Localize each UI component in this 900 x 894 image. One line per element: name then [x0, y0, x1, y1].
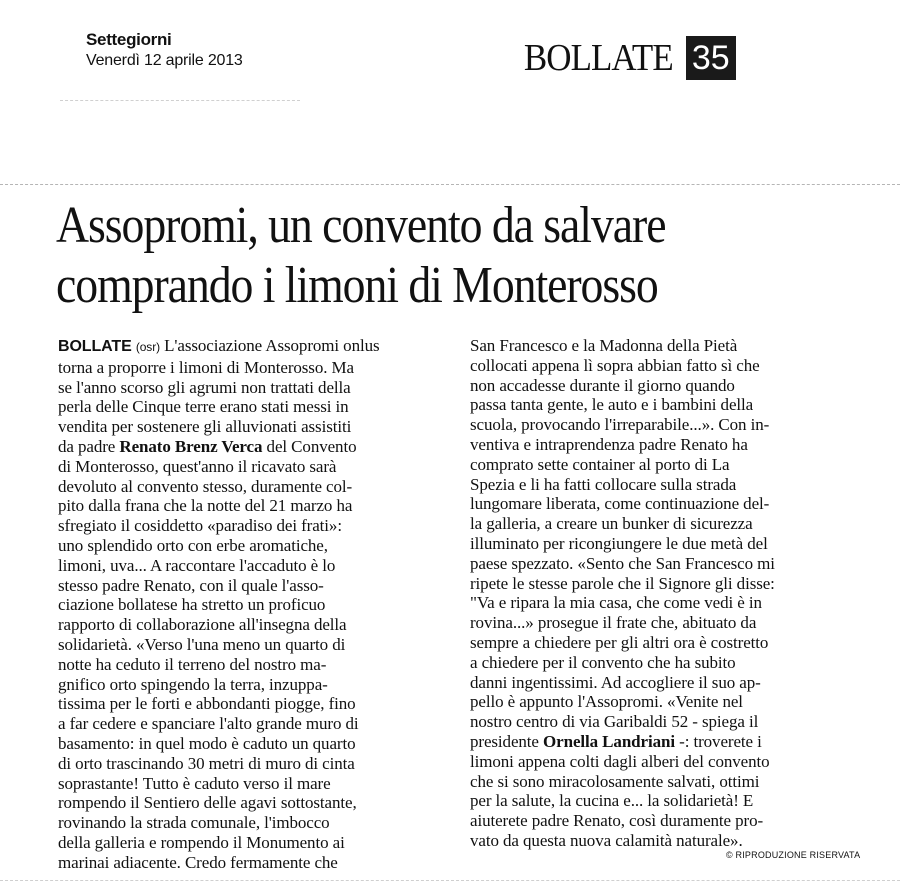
issue-date: Venerdì 12 aprile 2013	[86, 52, 243, 69]
body-line: non accadesse durante il giorno quando	[470, 375, 735, 395]
body-line: notte ha ceduto il terreno del nostro ma-	[58, 654, 327, 674]
body-line: da padre Renato Brenz Verca del Convento	[58, 436, 357, 456]
body-line: soprastante! Tutto è caduto verso il mare	[58, 773, 331, 793]
body-line: rovina...» prosegue il frate che, abituato da	[470, 613, 757, 633]
headline-line: Assopromi, un convento da salvare	[56, 197, 666, 254]
body-line: la galleria, a creare un bunker di sicurezza	[470, 514, 753, 534]
body-line: basamento: in quel modo è caduto un quarto	[58, 733, 356, 753]
headline	[56, 196, 886, 316]
body-line: ventiva e intraprendenza padre Renato ha	[470, 434, 748, 454]
body-line: collocati appena lì sopra abbian fatto sì che	[470, 355, 760, 375]
body-line: di orto trascinando 30 metri di muro di cinta	[58, 753, 355, 773]
president-name: Ornella Landriani	[543, 731, 675, 751]
body-line: Spezia e li ha fatti collocare sulla strada	[470, 474, 737, 494]
body-line: a far cedere e spanciare l'alto grande muro di	[58, 714, 359, 734]
body-line: ciazione bollatese ha stretto un proficuo	[58, 595, 326, 615]
body-line: sempre a chiedere per gli altri ora è costretto	[470, 632, 769, 652]
body-line: aiuterete padre Renato, così duramente pro-	[470, 811, 764, 831]
body-line: che si sono miracolosamente salvati, ottimi	[470, 771, 760, 791]
body-line: vato da questa nuova calamità naturale».	[470, 830, 743, 850]
body-line: rompendo il Sentiero delle agavi sottostante,	[58, 793, 357, 813]
scan-mark	[0, 880, 900, 881]
scan-mark	[60, 100, 300, 101]
body-line: limoni, uva... A raccontare l'accaduto è lo	[58, 555, 336, 575]
body-line: pito dalla frana che la notte del 21 marzo ha	[58, 496, 353, 516]
page-number: 35	[686, 36, 736, 80]
rights-notice: © RIPRODUZIONE RISERVATA	[726, 850, 861, 860]
body-line: sfregiato il cosiddetto «paradiso dei frati»:	[58, 516, 342, 536]
article-column-right	[470, 336, 862, 851]
body-line: nostro centro di via Garibaldi 52 - spiega il	[470, 712, 759, 732]
body-line: se l'anno scorso gli agrumi non trattati della	[58, 377, 351, 397]
body-line: stesso padre Renato, con il quale l'asso-	[58, 575, 324, 595]
byline: (osr)	[135, 340, 160, 354]
body-line: passa tanta gente, le auto e i bambini della	[470, 395, 754, 415]
body-line: per la salute, la cucina e... la solidarietà! E	[470, 791, 754, 811]
headline-line: comprando i limoni di Monterosso	[56, 257, 658, 314]
body-line: San Francesco e la Madonna della Pietà	[470, 336, 738, 355]
body-line: pello è appunto l'Assopromi. «Venite nel	[470, 692, 743, 712]
body-line: gnifico orto spingendo la terra, inzuppa-	[58, 674, 328, 694]
body-line: danni ingentissimi. Ad accogliere il suo ap-	[470, 672, 761, 692]
priest-name: Renato Brenz Verca	[119, 436, 263, 456]
body-line: a chiedere per il convento che ha subito	[470, 652, 736, 672]
body-line: tissima per le forti e abbondanti piogge, fino	[58, 694, 356, 714]
article-column-left	[58, 336, 448, 873]
body-line: limoni appena colti dagli alberi del convento	[470, 751, 770, 771]
body-line: marinai adiacente. Credo fermamente che	[58, 852, 338, 872]
body-line: illuminato per ricongiungere le due metà del	[470, 533, 768, 553]
body-line: "Va e ripara la mia casa, che come vedi è in	[470, 593, 762, 613]
body-line: rovinando la strada comunale, l'imbocco	[58, 813, 330, 833]
body-line: torna a proporre i limoni di Monterosso. Ma	[58, 357, 354, 377]
dateline: BOLLATE	[58, 338, 132, 355]
body-line: ripete le stesse parole che il Signore gli disse:	[470, 573, 775, 593]
body-line: vendita per sostenere gli alluvionati assistiti	[58, 417, 352, 437]
body-line: paese spezzato. «Sento che San Francesco mi	[470, 553, 775, 573]
scan-mark	[0, 184, 900, 185]
body-line: solidarietà. «Verso l'una meno un quarto di	[58, 634, 346, 654]
body-line: scuola, provocando l'irreparabile...». Con in-	[470, 415, 770, 435]
body-line: BOLLATE (osr) L'associazione Assopromi onlus	[58, 336, 380, 355]
body-line: lungomare liberata, come continuazione del-	[470, 494, 770, 514]
body-line: comprato sette container al porto di La	[470, 454, 730, 474]
body-line: presidente Ornella Landriani -: troverete i	[470, 731, 762, 751]
section-name: BOLLATE	[523, 37, 673, 79]
body-line: devoluto al convento stesso, duramente col-	[58, 476, 353, 496]
publication-name: Settegiorni	[86, 30, 172, 49]
body-line: di Monterosso, quest'anno il ricavato sarà	[58, 456, 337, 476]
body-line: perla delle Cinque terre erano stati messi in	[58, 397, 349, 417]
body-line: della galleria e rompendo il Monumento ai	[58, 832, 345, 852]
body-line: uno splendido orto con erbe aromatiche,	[58, 535, 328, 555]
section-header	[522, 36, 736, 80]
body-line: rapporto di collaborazione all'insegna della	[58, 615, 347, 635]
